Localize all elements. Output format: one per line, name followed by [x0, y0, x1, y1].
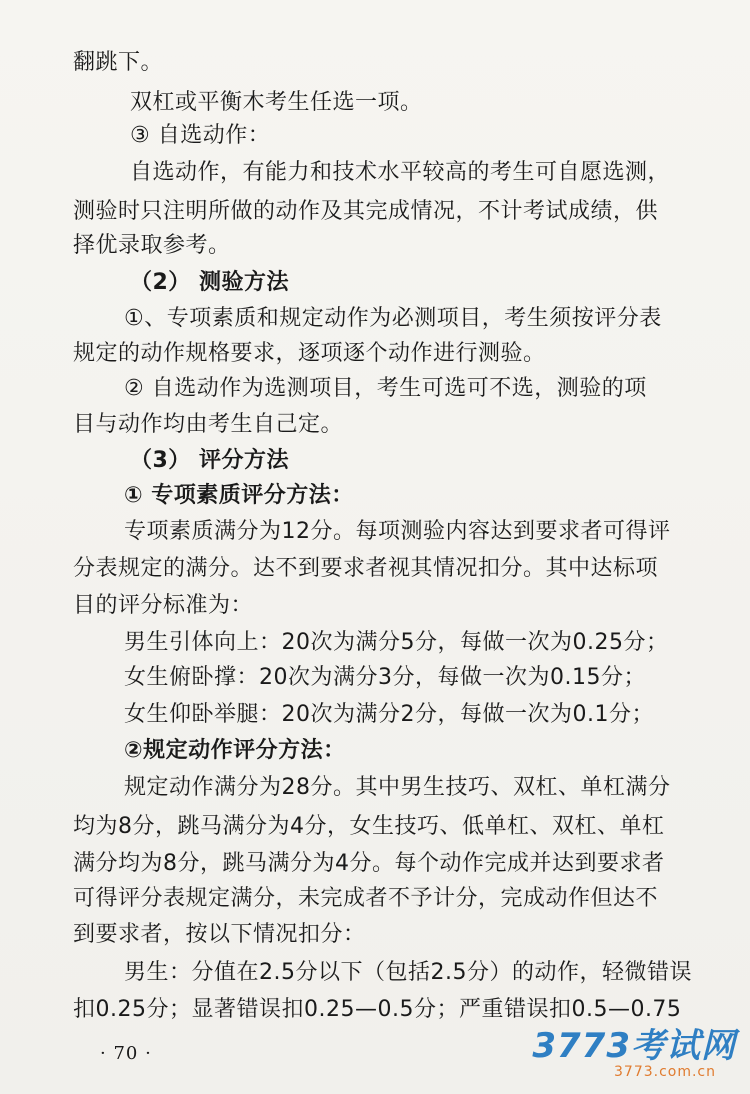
text-line: 规定动作满分为28分。其中男生技巧、双杠、单杠满分 — [124, 775, 671, 800]
text-line: 专项素质满分为12分。每项测验内容达到要求者可得评 — [124, 519, 671, 544]
text-line: 扣0.25分；显著错误扣0.25—0.5分；严重错误扣0.5—0.75 — [73, 997, 682, 1022]
text-line: ①、专项素质和规定动作为必测项目，考生须按评分表 — [124, 306, 662, 331]
text-line: 翻跳下。 — [73, 50, 164, 75]
text-line: ② 自选动作为选测项目，考生可选可不选，测验的项 — [124, 376, 647, 401]
text-line: 女生俯卧撑：20次为满分3分，每做一次为0.15分； — [124, 665, 646, 690]
text-line: 自选动作，有能力和技术水平较高的考生可自愿选测， — [130, 160, 671, 185]
section-heading: （3） 评分方法 — [130, 448, 289, 473]
text-line: 男生引体向上：20次为满分5分，每做一次为0.25分； — [124, 630, 669, 655]
text-line: ③ 自选动作： — [130, 123, 271, 148]
watermark-brand: 3773考试网 — [532, 1026, 736, 1066]
text-line: 到要求者，按以下情况扣分： — [73, 922, 366, 947]
text-line: 测验时只注明所做的动作及其完成情况，不计考试成绩，供 — [73, 199, 659, 224]
text-line: 规定的动作规格要求，逐项逐个动作进行测验。 — [73, 341, 546, 366]
page-number: · 70 · — [100, 1043, 152, 1064]
text-line: 可得评分表规定满分，未完成者不予计分，完成动作但达不 — [73, 886, 659, 911]
text-line: 双杠或平衡木考生任选一项。 — [130, 90, 423, 115]
text-line: 分表规定的满分。达不到要求者视其情况扣分。其中达标项 — [73, 556, 659, 581]
subsection-heading: ②规定动作评分方法： — [124, 738, 346, 763]
text-line: 目的评分标准为： — [73, 593, 254, 618]
watermark-url: 3773.com.cn — [614, 1064, 716, 1080]
subsection-heading: ① 专项素质评分方法： — [124, 483, 354, 508]
section-heading: （2） 测验方法 — [130, 270, 289, 295]
text-line: 择优录取参考。 — [73, 233, 231, 258]
text-line: 均为8分，跳马满分为4分，女生技巧、低单杠、双杠、单杠 — [73, 814, 665, 839]
text-line: 满分均为8分，跳马满分为4分。每个动作完成并达到要求者 — [73, 851, 665, 876]
text-line: 男生：分值在2.5分以下（包括2.5分）的动作，轻微错误 — [124, 960, 692, 985]
watermark-logo — [532, 1028, 736, 1080]
text-line: 女生仰卧举腿：20次为满分2分，每做一次为0.1分； — [124, 702, 654, 727]
text-line: 目与动作均由考生自己定。 — [73, 412, 344, 437]
